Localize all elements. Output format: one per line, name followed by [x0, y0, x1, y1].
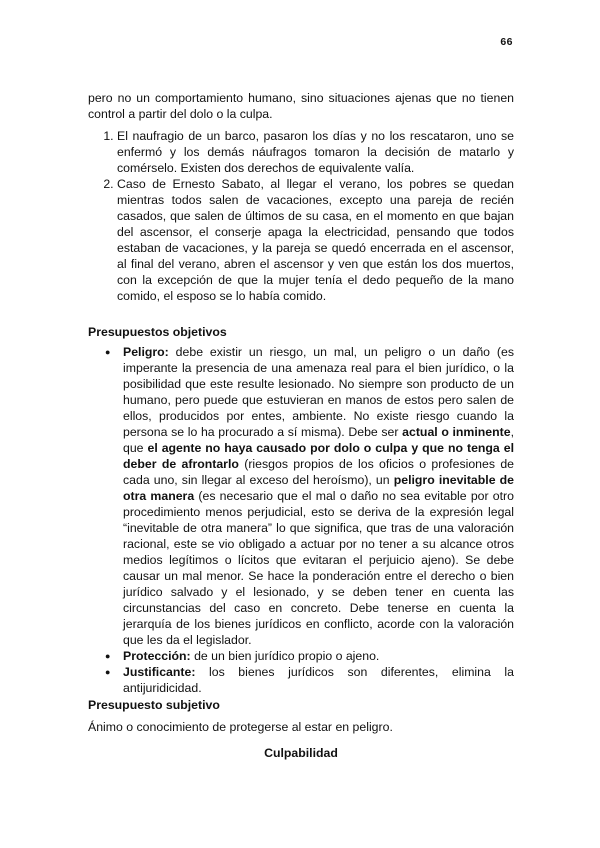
proteccion-text: de un bien jurídico propio o ajeno. — [190, 649, 380, 663]
example-item-1: 1. El naufragio de un barco, pasaron los días y no los rescataron, uno se enfermó y los demás náufragos tomaron la decisión de matarlo y comérselo. Existen dos derechos de equivalente valía. — [117, 128, 514, 176]
peligro-text-1: debe existir un riesgo, un mal, un peligro o un daño (es imperante la presencia de una amenaza real para el bien jurídico, o la posibilidad que este resulte lesionado. No siempre son producto de un humano, pero puede que estuvieran en manos de estos pero salen de ellos, producidos por entes, ambiente. No existe riesgo cuando la persona se lo ha procurado a sí misma). Debe ser — [123, 345, 514, 439]
peligro-text-2: , que — [123, 425, 515, 455]
justificante-text: los bienes jurídicos son diferentes, elimina la antijuridicidad. — [123, 665, 514, 695]
peligro-text-3: (riesgos propios de los oficios o profesiones de cada uno, sin llegar al exceso del heroísmo), un — [123, 457, 514, 487]
list-item-proteccion — [123, 648, 514, 664]
peligro-bold-3: peligro inevitable de otra manera — [123, 473, 514, 503]
proteccion-label: Protección: — [123, 649, 191, 663]
subjective-heading: Presupuesto subjetivo — [88, 698, 220, 712]
list-item-justificante — [123, 664, 514, 696]
justificante-label: Justificante: — [123, 665, 196, 679]
list-item-peligro — [123, 344, 514, 648]
section-title: Culpabilidad — [264, 746, 338, 760]
peligro-bold-2: el agente no haya causado por dolo o culpa y que no tenga el deber de afrontarlo — [123, 441, 514, 471]
intro-paragraph: pero no un comportamiento humano, sino situaciones ajenas que no tienen control a partir del dolo o la culpa. — [88, 91, 514, 121]
requirements-list — [88, 344, 514, 696]
example-item-2: 2. Caso de Ernesto Sabato, al llegar el verano, los pobres se quedan mientras todos salen de vacaciones, excepto una pareja de recién casados, que salen de últimos de su casa, en el momento en que bajan del ascensor, el conserje apaga la electricidad, pensando que todos estaban de vacaciones, y la pareja se quedó encerrada en el ascensor, al final del verano, abren el ascensor y ven que están los dos muertos, con la excepción de que la mujer tenía el dedo pequeño de la mano comido, el esposo se lo había comido. — [117, 176, 514, 304]
document-body — [88, 90, 514, 761]
examples-list — [88, 128, 514, 304]
peligro-text-4: (es necesario que el mal o daño no sea evitable por otro procedimiento menos perjudicial, esto se deriva de la expresión legal “inevitable de otra manera” lo que significa, que tras de una valoración racional, este se vio obligado a actuar por no tener a su alcance otros medios legítimos o lícitos que evitaran el perjuicio ajeno). Se debe causar un mal menor. Se hace la ponderación entre el derecho o bien jurídico salvado y el lesionado, y se deben tener en cuenta las circunstancias del caso en concreto. Debe tenerse en cuenta la jerarquía de los bienes jurídicos en conflicto, acorde con la valoración que les da el legislador. — [123, 489, 514, 647]
peligro-label: Peligro: — [123, 345, 169, 359]
objective-heading: Presupuestos objetivos — [88, 325, 227, 339]
subjective-paragraph: Ánimo o conocimiento de protegerse al estar en peligro. — [88, 720, 393, 734]
page-number: 66 — [500, 36, 513, 48]
peligro-bold-1: actual o inminente — [402, 425, 511, 439]
